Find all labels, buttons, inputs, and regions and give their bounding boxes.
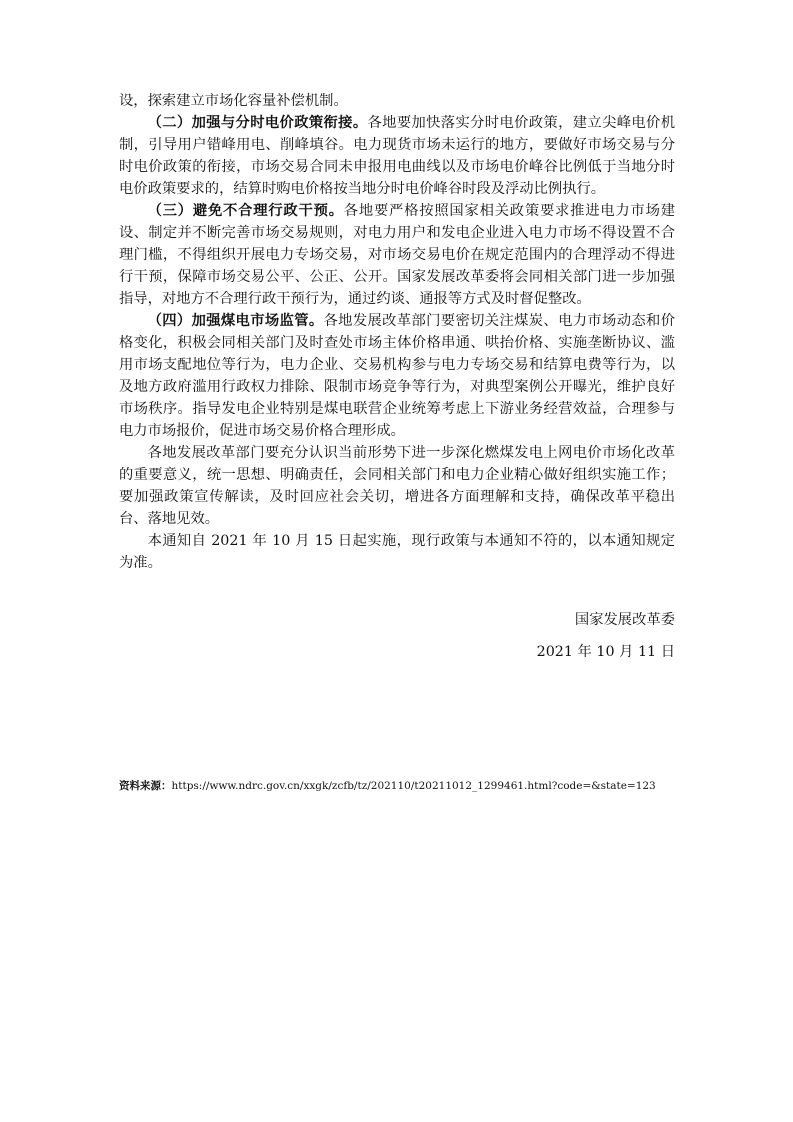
signature-date: 2021 年 10 月 11 日: [536, 644, 675, 660]
source-url: https://www.ndrc.gov.cn/xxgk/zcfb/tz/202110/t20211012_1299461.html?code=&state=123: [171, 780, 656, 792]
section-heading: （二）加强与分时电价政策衔接。: [147, 115, 368, 131]
section-market-supervision: [119, 310, 675, 442]
signature-organization: 国家发展改革委: [574, 612, 675, 628]
section-body: 各地要加快落实分时电价政策，建立尖峰电价机制，引导用户错峰用电、削峰填谷。电力现货市场未运行的地方，要做好市场交易与分时电价政策的衔接，市场交易合同未申报用电曲线以及市场电价峰谷比例低于当地分时电价政策要求的，结算时购电价格按当地分时电价峰谷时段及浮动比例执行。: [119, 115, 676, 197]
effective-date-paragraph: 本通知自 2021 年 10 月 15 日起实施，现行政策与本通知不符的，以本通知规定为准。: [119, 533, 675, 571]
section-peak-valley-pricing: [119, 112, 675, 200]
section-heading: （三）避免不合理行政干预。: [147, 203, 344, 219]
source-label: 资料来源：: [119, 780, 172, 792]
source-citation: [119, 778, 739, 794]
implementation-paragraph: 各地发展改革部门要充分认识当前形势下进一步深化燃煤发电上网电价市场化改革的重要意义，统一思想、明确责任，会同相关部门和电力企业精心做好组织实施工作；要加强政策宣传解读，及时回应社会关切，增进各方面理解和支持，确保改革平稳出台、落地见效。: [119, 445, 675, 527]
notice-body: [119, 90, 675, 574]
section-body: 各地要严格按照国家相关政策要求推进电力市场建设、制定并不断完善市场交易规则，对电力用户和发电企业进入电力市场不得设置不合理门槛，不得组织开展电力专场交易，对市场交易电价在规定范围内的合理浮动不得进行干预，保障市场交易公平、公正、公开。国家发展改革委将会同相关部门进一步加强指导，对地方不合理行政干预行为，通过约谈、通报等方式及时督促整改。: [119, 203, 675, 307]
section-body: 各地发展改革部门要密切关注煤炭、电力市场动态和价格变化，积极会同相关部门及时查处市场主体价格串通、哄抬价格、实施垄断协议、滥用市场支配地位等行为，电力企业、交易机构参与电力专场交易和结算电费等行为，以及地方政府滥用行政权力排除、限制市场竞争等行为，对典型案例公开曝光，维护良好市场秩序。指导发电企业特别是煤电联营企业统筹考虑上下游业务经营效益，合理参与电力市场报价，促进市场交易价格合理形成。: [119, 313, 675, 439]
continuation-paragraph: 设，探索建立市场化容量补偿机制。: [119, 93, 348, 109]
section-administrative-intervention: [119, 200, 675, 310]
section-heading: （四）加强煤电市场监管。: [147, 313, 324, 329]
